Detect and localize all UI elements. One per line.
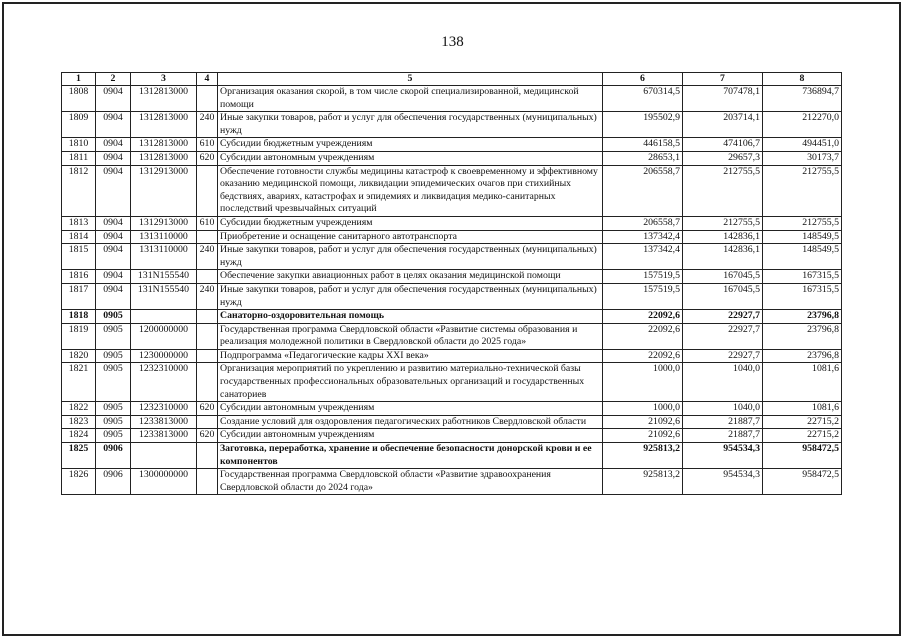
amount-col-8: 148549,5 bbox=[763, 230, 842, 244]
amount-col-6: 157519,5 bbox=[603, 270, 683, 284]
col-header: 6 bbox=[603, 73, 683, 86]
amount-col-7: 21887,7 bbox=[683, 429, 763, 443]
section-code: 0904 bbox=[96, 112, 131, 138]
amount-col-6: 206558,7 bbox=[603, 165, 683, 216]
amount-col-8: 30173,7 bbox=[763, 151, 842, 165]
amount-col-8: 167315,5 bbox=[763, 270, 842, 284]
amount-col-6: 137342,4 bbox=[603, 230, 683, 244]
amount-col-7: 22927,7 bbox=[683, 323, 763, 349]
expense-type-code bbox=[197, 415, 218, 429]
amount-col-7: 212755,5 bbox=[683, 165, 763, 216]
target-article-code: 1233813000 bbox=[131, 429, 197, 443]
section-code: 0904 bbox=[96, 151, 131, 165]
expense-type-code bbox=[197, 323, 218, 349]
row-number: 1812 bbox=[62, 165, 96, 216]
col-header: 8 bbox=[763, 73, 842, 86]
section-code: 0904 bbox=[96, 270, 131, 284]
amount-col-7: 142836,1 bbox=[683, 230, 763, 244]
amount-col-8: 958472,5 bbox=[763, 443, 842, 469]
section-code: 0904 bbox=[96, 244, 131, 270]
amount-col-6: 1000,0 bbox=[603, 363, 683, 402]
page-number: 138 bbox=[441, 34, 464, 50]
expense-type-code: 620 bbox=[197, 429, 218, 443]
table-row bbox=[62, 429, 842, 443]
amount-col-8: 736894,7 bbox=[763, 86, 842, 112]
section-code: 0905 bbox=[96, 323, 131, 349]
amount-col-6: 28653,1 bbox=[603, 151, 683, 165]
item-description: Заготовка, переработка, хранение и обеспечение безопасности донорской крови и ее компонентов bbox=[218, 443, 603, 469]
target-article-code: 1312813000 bbox=[131, 112, 197, 138]
table-row bbox=[62, 270, 842, 284]
col-header: 4 bbox=[197, 73, 218, 86]
expense-type-code: 240 bbox=[197, 283, 218, 309]
item-description: Приобретение и оснащение санитарного автотранспорта bbox=[218, 230, 603, 244]
target-article-code: 1232310000 bbox=[131, 363, 197, 402]
expense-type-code: 240 bbox=[197, 112, 218, 138]
amount-col-8: 212270,0 bbox=[763, 112, 842, 138]
table-row bbox=[62, 415, 842, 429]
section-code: 0904 bbox=[96, 283, 131, 309]
item-description: Субсидии бюджетным учреждениям bbox=[218, 138, 603, 152]
amount-col-6: 670314,5 bbox=[603, 86, 683, 112]
amount-col-7: 203714,1 bbox=[683, 112, 763, 138]
row-number: 1808 bbox=[62, 86, 96, 112]
row-number: 1826 bbox=[62, 469, 96, 495]
row-number: 1816 bbox=[62, 270, 96, 284]
row-number: 1810 bbox=[62, 138, 96, 152]
expense-type-code bbox=[197, 310, 218, 324]
target-article-code: 1233813000 bbox=[131, 415, 197, 429]
section-code: 0904 bbox=[96, 230, 131, 244]
row-number: 1824 bbox=[62, 429, 96, 443]
section-code: 0905 bbox=[96, 415, 131, 429]
row-number: 1819 bbox=[62, 323, 96, 349]
section-code: 0905 bbox=[96, 310, 131, 324]
expense-type-code bbox=[197, 230, 218, 244]
amount-col-6: 1000,0 bbox=[603, 402, 683, 416]
row-number: 1815 bbox=[62, 244, 96, 270]
section-code: 0905 bbox=[96, 349, 131, 363]
amount-col-7: 1040,0 bbox=[683, 363, 763, 402]
amount-col-6: 206558,7 bbox=[603, 216, 683, 230]
item-description: Санаторно-оздоровительная помощь bbox=[218, 310, 603, 324]
table-row bbox=[62, 443, 842, 469]
expense-type-code bbox=[197, 363, 218, 402]
amount-col-7: 142836,1 bbox=[683, 244, 763, 270]
amount-col-7: 954534,3 bbox=[683, 469, 763, 495]
item-description: Государственная программа Свердловской области «Развитие системы образования и реализация молодежной политики в Свердловской области до 2025 года» bbox=[218, 323, 603, 349]
table-row bbox=[62, 138, 842, 152]
amount-col-6: 157519,5 bbox=[603, 283, 683, 309]
amount-col-8: 212755,5 bbox=[763, 165, 842, 216]
table-row bbox=[62, 310, 842, 324]
budget-table bbox=[61, 72, 842, 495]
target-article-code: 1232310000 bbox=[131, 402, 197, 416]
item-description: Иные закупки товаров, работ и услуг для обеспечения государственных (муниципальных) нужд bbox=[218, 283, 603, 309]
table-row bbox=[62, 244, 842, 270]
item-description: Субсидии автономным учреждениям bbox=[218, 429, 603, 443]
amount-col-8: 212755,5 bbox=[763, 216, 842, 230]
col-header: 7 bbox=[683, 73, 763, 86]
item-description: Субсидии бюджетным учреждениям bbox=[218, 216, 603, 230]
item-description: Иные закупки товаров, работ и услуг для обеспечения государственных (муниципальных) нужд bbox=[218, 112, 603, 138]
amount-col-6: 925813,2 bbox=[603, 469, 683, 495]
amount-col-8: 958472,5 bbox=[763, 469, 842, 495]
amount-col-8: 22715,2 bbox=[763, 429, 842, 443]
section-code: 0906 bbox=[96, 443, 131, 469]
target-article-code: 1312813000 bbox=[131, 138, 197, 152]
section-code: 0904 bbox=[96, 165, 131, 216]
row-number: 1811 bbox=[62, 151, 96, 165]
amount-col-6: 925813,2 bbox=[603, 443, 683, 469]
header-row bbox=[62, 73, 842, 86]
table-row bbox=[62, 112, 842, 138]
amount-col-7: 167045,5 bbox=[683, 270, 763, 284]
amount-col-8: 1081,6 bbox=[763, 402, 842, 416]
row-number: 1813 bbox=[62, 216, 96, 230]
section-code: 0904 bbox=[96, 138, 131, 152]
table-row bbox=[62, 216, 842, 230]
expense-type-code bbox=[197, 270, 218, 284]
amount-col-6: 21092,6 bbox=[603, 429, 683, 443]
item-description: Субсидии автономным учреждениям bbox=[218, 402, 603, 416]
amount-col-6: 195502,9 bbox=[603, 112, 683, 138]
target-article-code: 1312913000 bbox=[131, 165, 197, 216]
table-row bbox=[62, 86, 842, 112]
row-number: 1822 bbox=[62, 402, 96, 416]
item-description: Субсидии автономным учреждениям bbox=[218, 151, 603, 165]
item-description: Подпрограмма «Педагогические кадры XXI века» bbox=[218, 349, 603, 363]
amount-col-6: 22092,6 bbox=[603, 310, 683, 324]
expense-type-code: 610 bbox=[197, 216, 218, 230]
amount-col-7: 954534,3 bbox=[683, 443, 763, 469]
row-number: 1825 bbox=[62, 443, 96, 469]
amount-col-7: 167045,5 bbox=[683, 283, 763, 309]
item-description: Создание условий для оздоровления педагогических работников Свердловской области bbox=[218, 415, 603, 429]
item-description: Обеспечение закупки авиационных работ в целях оказания медицинской помощи bbox=[218, 270, 603, 284]
expense-type-code: 240 bbox=[197, 244, 218, 270]
amount-col-8: 23796,8 bbox=[763, 349, 842, 363]
expense-type-code bbox=[197, 165, 218, 216]
table-row bbox=[62, 151, 842, 165]
target-article-code: 1300000000 bbox=[131, 469, 197, 495]
amount-col-8: 494451,0 bbox=[763, 138, 842, 152]
table-row bbox=[62, 230, 842, 244]
amount-col-7: 1040,0 bbox=[683, 402, 763, 416]
row-number: 1820 bbox=[62, 349, 96, 363]
section-code: 0904 bbox=[96, 216, 131, 230]
item-description: Государственная программа Свердловской области «Развитие здравоохранения Свердловской области до 2024 года» bbox=[218, 469, 603, 495]
table-body bbox=[62, 86, 842, 495]
expense-type-code: 620 bbox=[197, 402, 218, 416]
section-code: 0905 bbox=[96, 402, 131, 416]
amount-col-8: 167315,5 bbox=[763, 283, 842, 309]
amount-col-8: 23796,8 bbox=[763, 323, 842, 349]
amount-col-7: 29657,3 bbox=[683, 151, 763, 165]
item-description: Организация оказания скорой, в том числе скорой специализированной, медицинской помощи bbox=[218, 86, 603, 112]
target-article-code: 1312813000 bbox=[131, 151, 197, 165]
target-article-code bbox=[131, 443, 197, 469]
col-header: 3 bbox=[131, 73, 197, 86]
row-number: 1814 bbox=[62, 230, 96, 244]
item-description: Обеспечение готовности службы медицины катастроф к своевременному и эффективному оказанию медицинской помощи, ликвидации эпидемических очагов при стихийных бедствиях, авариях, катастрофах и эпидемиях и ликвидация медико-санитарных последствий чрезвычайных ситуаций bbox=[218, 165, 603, 216]
table-row bbox=[62, 363, 842, 402]
target-article-code bbox=[131, 310, 197, 324]
row-number: 1823 bbox=[62, 415, 96, 429]
section-code: 0905 bbox=[96, 429, 131, 443]
expense-type-code bbox=[197, 86, 218, 112]
table-row bbox=[62, 323, 842, 349]
table-row bbox=[62, 402, 842, 416]
amount-col-8: 1081,6 bbox=[763, 363, 842, 402]
target-article-code: 1200000000 bbox=[131, 323, 197, 349]
amount-col-6: 22092,6 bbox=[603, 349, 683, 363]
target-article-code: 1230000000 bbox=[131, 349, 197, 363]
target-article-code: 131N155540 bbox=[131, 270, 197, 284]
amount-col-8: 22715,2 bbox=[763, 415, 842, 429]
row-number: 1809 bbox=[62, 112, 96, 138]
section-code: 0904 bbox=[96, 86, 131, 112]
target-article-code: 1312913000 bbox=[131, 216, 197, 230]
section-code: 0905 bbox=[96, 363, 131, 402]
target-article-code: 1312813000 bbox=[131, 86, 197, 112]
expense-type-code bbox=[197, 469, 218, 495]
amount-col-7: 21887,7 bbox=[683, 415, 763, 429]
amount-col-6: 446158,5 bbox=[603, 138, 683, 152]
row-number: 1817 bbox=[62, 283, 96, 309]
table-row bbox=[62, 165, 842, 216]
amount-col-7: 212755,5 bbox=[683, 216, 763, 230]
amount-col-7: 22927,7 bbox=[683, 349, 763, 363]
amount-col-7: 22927,7 bbox=[683, 310, 763, 324]
target-article-code: 131N155540 bbox=[131, 283, 197, 309]
table-row bbox=[62, 283, 842, 309]
amount-col-7: 707478,1 bbox=[683, 86, 763, 112]
expense-type-code bbox=[197, 349, 218, 363]
item-description: Иные закупки товаров, работ и услуг для обеспечения государственных (муниципальных) нужд bbox=[218, 244, 603, 270]
item-description: Организация мероприятий по укреплению и развитию материально-технической базы государственных профессиональных образовательных организаций и государственных санаториев bbox=[218, 363, 603, 402]
col-header: 1 bbox=[62, 73, 96, 86]
amount-col-6: 21092,6 bbox=[603, 415, 683, 429]
amount-col-6: 22092,6 bbox=[603, 323, 683, 349]
expense-type-code bbox=[197, 443, 218, 469]
amount-col-8: 23796,8 bbox=[763, 310, 842, 324]
target-article-code: 1313110000 bbox=[131, 230, 197, 244]
table-row bbox=[62, 469, 842, 495]
target-article-code: 1313110000 bbox=[131, 244, 197, 270]
amount-col-6: 137342,4 bbox=[603, 244, 683, 270]
amount-col-7: 474106,7 bbox=[683, 138, 763, 152]
amount-col-8: 148549,5 bbox=[763, 244, 842, 270]
expense-type-code: 610 bbox=[197, 138, 218, 152]
table-row bbox=[62, 349, 842, 363]
section-code: 0906 bbox=[96, 469, 131, 495]
col-header: 5 bbox=[218, 73, 603, 86]
col-header: 2 bbox=[96, 73, 131, 86]
row-number: 1821 bbox=[62, 363, 96, 402]
expense-type-code: 620 bbox=[197, 151, 218, 165]
row-number: 1818 bbox=[62, 310, 96, 324]
